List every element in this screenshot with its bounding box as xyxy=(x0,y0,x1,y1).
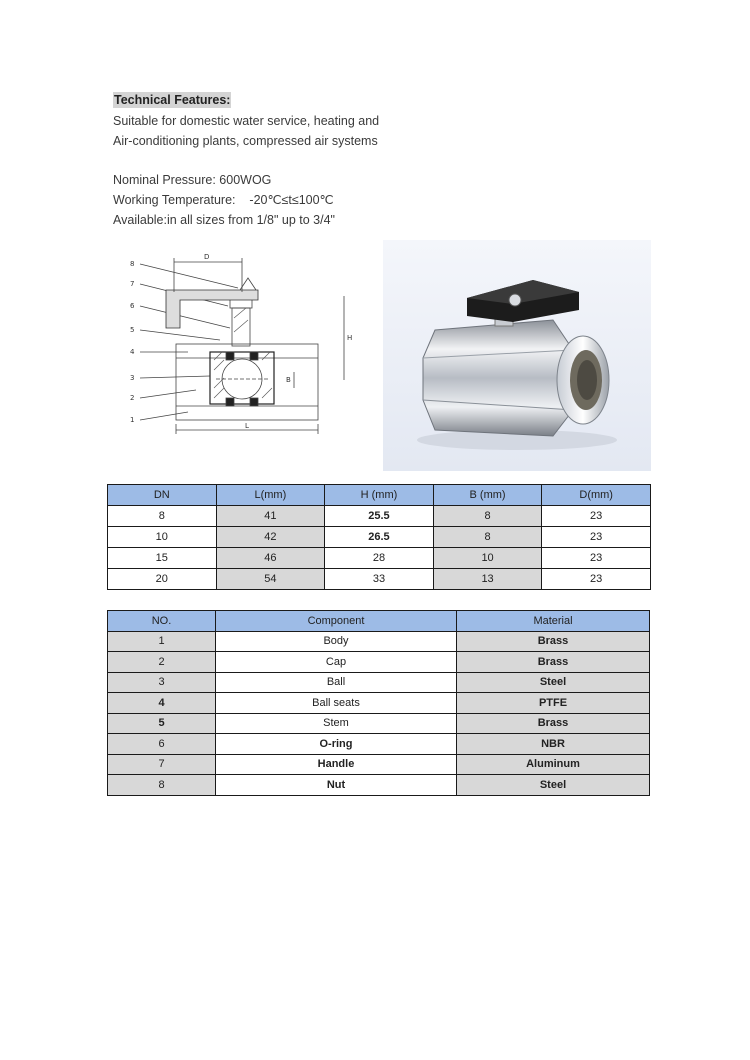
cell: NBR xyxy=(457,734,650,755)
cell: Brass xyxy=(457,713,650,734)
cell: Ball xyxy=(216,672,457,693)
cell: 3 xyxy=(108,672,216,693)
cell: 23 xyxy=(542,548,651,569)
available-sizes: Available:in all sizes from 1/8" up to 3/4" xyxy=(113,213,335,227)
cell: Nut xyxy=(216,775,457,796)
cell: 23 xyxy=(542,506,651,527)
cell: Steel xyxy=(457,775,650,796)
cell: 20 xyxy=(108,569,217,590)
application-line: Suitable for domestic water service, heating and xyxy=(113,114,380,128)
table-row xyxy=(108,775,650,796)
cell: 46 xyxy=(216,548,325,569)
cell: 5 xyxy=(108,713,216,734)
table-row xyxy=(108,734,650,755)
application-line: Air-conditioning plants, compressed air systems xyxy=(113,134,378,148)
dim-label-d: D xyxy=(204,253,210,261)
valve-section-drawing xyxy=(118,248,368,438)
header-h: H (mm) xyxy=(325,485,434,506)
components-table xyxy=(107,610,650,796)
cell: 42 xyxy=(216,527,325,548)
header-dn: DN xyxy=(108,485,217,506)
cell: 10 xyxy=(108,527,217,548)
cell: 8 xyxy=(108,775,216,796)
cell: 2 xyxy=(108,652,216,673)
callout-label: 7 xyxy=(130,280,135,288)
cell: Steel xyxy=(457,672,650,693)
table-header-row xyxy=(108,611,650,632)
header-l: L(mm) xyxy=(216,485,325,506)
table-row xyxy=(108,693,650,714)
cell: Brass xyxy=(457,652,650,673)
header-no: NO. xyxy=(108,611,216,632)
cell: Aluminum xyxy=(457,754,650,775)
cell: 15 xyxy=(108,548,217,569)
callout-label: 8 xyxy=(130,260,135,268)
cell: 6 xyxy=(108,734,216,755)
cell: 7 xyxy=(108,754,216,775)
callout-label: 1 xyxy=(130,416,135,424)
table-row xyxy=(108,569,651,590)
table-row xyxy=(108,631,650,652)
cell: 54 xyxy=(216,569,325,590)
callout-label: 6 xyxy=(130,302,135,310)
working-temperature: Working Temperature: -20℃≤t≤100℃ xyxy=(113,193,334,207)
dim-label-l: L xyxy=(245,422,249,430)
header-component: Component xyxy=(216,611,457,632)
cell: O-ring xyxy=(216,734,457,755)
header-b: B (mm) xyxy=(433,485,542,506)
cell: 25.5 xyxy=(325,506,434,527)
cell: 23 xyxy=(542,569,651,590)
table-row xyxy=(108,548,651,569)
cell: 8 xyxy=(108,506,217,527)
cell: 26.5 xyxy=(325,527,434,548)
cell: 33 xyxy=(325,569,434,590)
cell: 8 xyxy=(433,527,542,548)
cell: 8 xyxy=(433,506,542,527)
cell: Body xyxy=(216,631,457,652)
cell: Handle xyxy=(216,754,457,775)
cell: Cap xyxy=(216,652,457,673)
table-row xyxy=(108,506,651,527)
cell: 4 xyxy=(108,693,216,714)
cell: PTFE xyxy=(457,693,650,714)
callout-label: 4 xyxy=(130,348,135,356)
table-row xyxy=(108,754,650,775)
callout-label: 2 xyxy=(130,394,135,402)
table-row xyxy=(108,652,650,673)
dim-label-b: B xyxy=(286,376,291,384)
dimensions-table xyxy=(107,484,651,590)
table-row xyxy=(108,672,650,693)
technical-features-heading: Technical Features: xyxy=(114,93,231,107)
valve-product-photo xyxy=(383,240,651,471)
specs-text xyxy=(113,170,335,230)
cell: 10 xyxy=(433,548,542,569)
cell: 23 xyxy=(542,527,651,548)
table-row xyxy=(108,713,650,734)
cell: Stem xyxy=(216,713,457,734)
cell: Brass xyxy=(457,631,650,652)
header-d: D(mm) xyxy=(542,485,651,506)
cell: 28 xyxy=(325,548,434,569)
dim-label-h: H xyxy=(347,334,353,342)
cell: 41 xyxy=(216,506,325,527)
callout-label: 5 xyxy=(130,326,135,334)
cell: Ball seats xyxy=(216,693,457,714)
header-material: Material xyxy=(457,611,650,632)
cell: 1 xyxy=(108,631,216,652)
table-row xyxy=(108,527,651,548)
nominal-pressure: Nominal Pressure: 600WOG xyxy=(113,173,272,187)
table-header-row xyxy=(108,485,651,506)
application-text xyxy=(113,111,379,151)
cell: 13 xyxy=(433,569,542,590)
callout-label: 3 xyxy=(130,374,135,382)
